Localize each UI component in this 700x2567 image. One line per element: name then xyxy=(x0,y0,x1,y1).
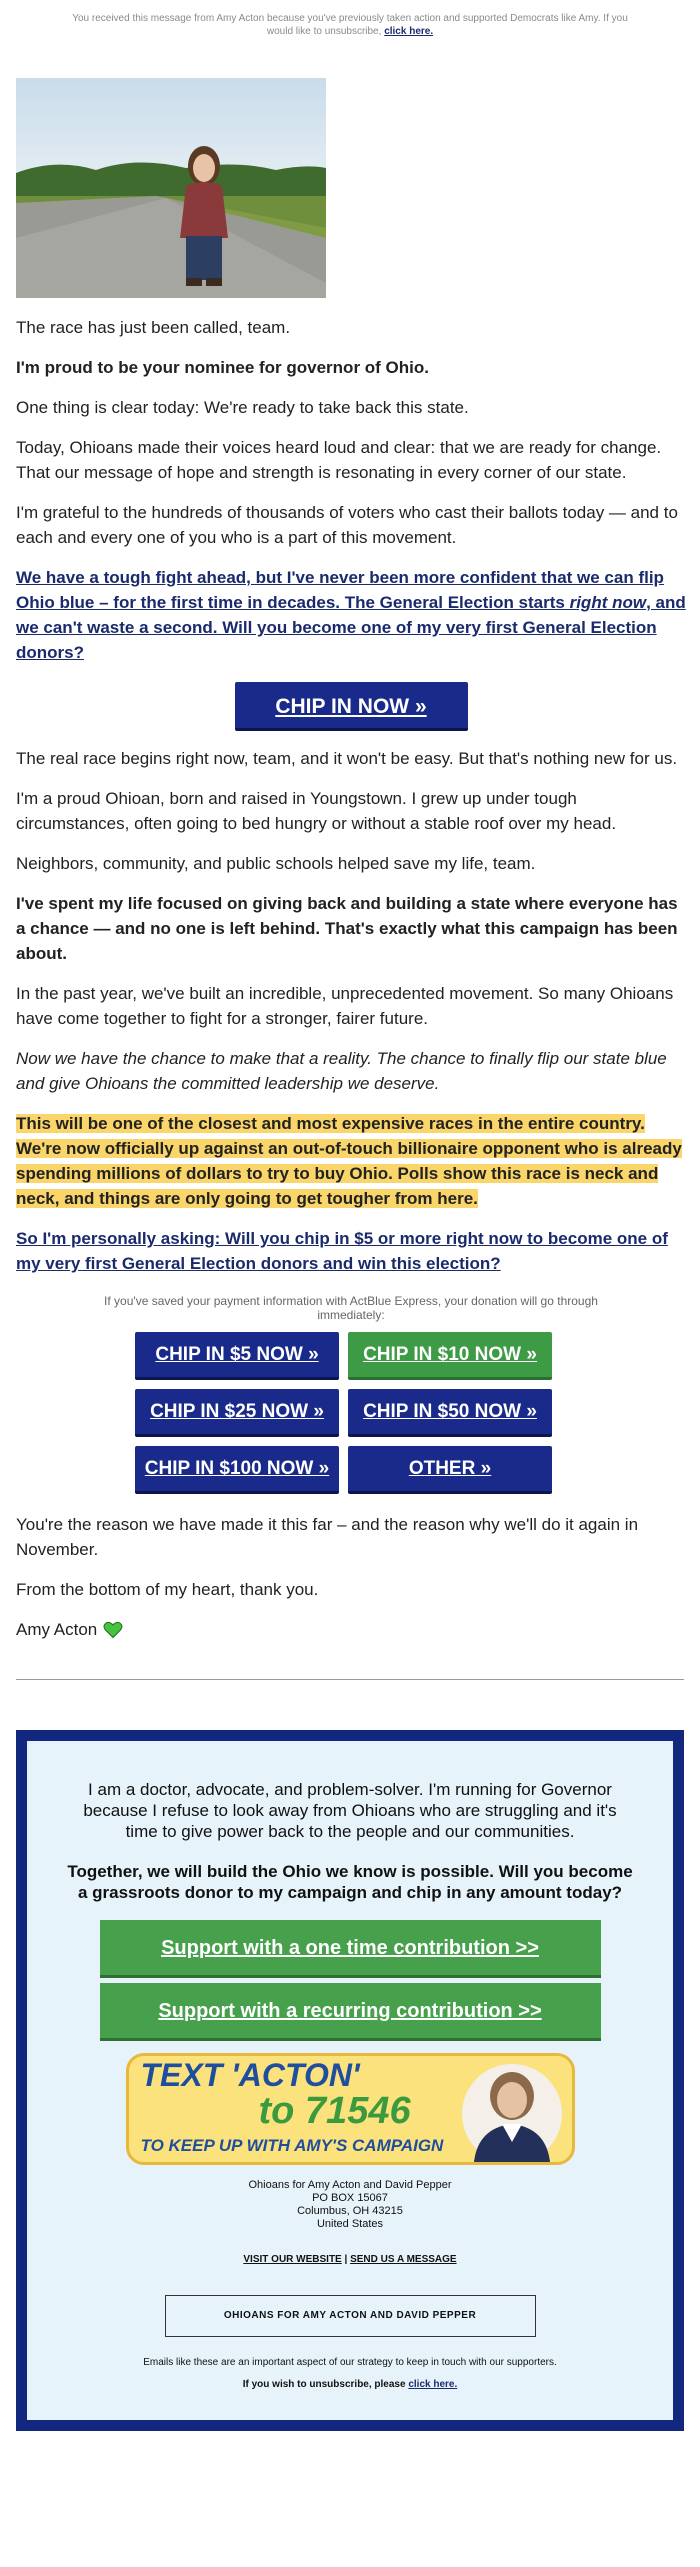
banner-short-code: to 71546 xyxy=(258,2090,411,2132)
banner-tagline: TO KEEP UP WITH AMY'S CAMPAIGN xyxy=(140,2136,444,2155)
paragraph: You're the reason we have made it this far – and the reason why we'll do it again in November. xyxy=(16,1515,639,1559)
chip-in-5-button[interactable]: CHIP IN $5 NOW » xyxy=(135,1332,339,1380)
address-line: PO BOX 15067 xyxy=(312,2192,388,2204)
paragraph-highlighted xyxy=(16,1111,686,1211)
preheader xyxy=(0,0,700,78)
paragraph: From the bottom of my heart, thank you. xyxy=(16,1580,319,1599)
hero-photo-illustration xyxy=(16,78,326,298)
green-heart-icon xyxy=(103,1620,123,1640)
recurring-contribution-button[interactable]: Support with a recurring contribution >> xyxy=(100,1983,601,2041)
paragraph: Neighbors, community, and public schools helped save my life, team. xyxy=(16,854,536,873)
paragraph: Today, Ohioans made their voices heard loud and clear: that we are ready for change. That our message of hope and strength is resonating in every corner of our state. xyxy=(16,438,662,482)
highlight-text: This will be one of the closest and most expensive races in the entire country. We're now officially up against an out-of-touch billionaire opponent who is already spending millions of dollars to try to buy Ohio. Polls show this race is neck and neck, and things are only going to get tougher from here. xyxy=(16,1114,682,1208)
chip-in-10-button[interactable]: CHIP IN $10 NOW » xyxy=(348,1332,552,1380)
paragraph-bold: I've spent my life focused on giving back and building a state where everyone has a chance — and no one is left behind. That's exactly what this campaign has been about. xyxy=(16,894,678,963)
footer-ask: Together, we will build the Ohio we know is possible. Will you become a grassroots donor to my campaign and chip in any amount today? xyxy=(67,1862,633,1902)
footer-intro: I am a doctor, advocate, and problem-solver. I'm running for Governor because I refuse to look away from Ohioans who are struggling and it's time to give power back to the people and our communities. xyxy=(83,1780,617,1841)
paragraph: I'm grateful to the hundreds of thousands of voters who cast their ballots today — and to each and every one of you who is a part of this movement. xyxy=(16,503,678,547)
send-message-link[interactable]: SEND US A MESSAGE xyxy=(350,2254,457,2265)
unsubscribe-link[interactable]: click here. xyxy=(408,2379,458,2390)
link-text: We have a tough fight ahead, but I've never been more confident that we can flip Ohio blue – for the first time in decades. The General Election starts xyxy=(16,568,664,612)
donate-button-grid xyxy=(135,1332,567,1494)
chip-in-other-button[interactable]: OTHER » xyxy=(348,1446,552,1494)
chip-in-now-button[interactable]: CHIP IN NOW » xyxy=(235,682,468,731)
emails-note: Emails like these are an important aspect of our strategy to keep in touch with our supporters. xyxy=(143,2357,557,2368)
chip-in-50-button[interactable]: CHIP IN $50 NOW » xyxy=(348,1389,552,1437)
paid-for-by-box: OHIOANS FOR AMY ACTON AND DAVID PEPPER xyxy=(165,2295,536,2337)
paragraph-nominee: I'm proud to be your nominee for governor of Ohio. xyxy=(16,358,429,377)
footer-box xyxy=(16,1730,684,2431)
unsubscribe-text: If you wish to unsubscribe, please xyxy=(242,2379,409,2390)
email-body xyxy=(0,315,700,1642)
hero-image[interactable] xyxy=(16,78,326,298)
footer-links xyxy=(67,2254,633,2265)
donate-ask-link[interactable]: So I'm personally asking: Will you chip in $5 or more right now to become one of my very first General Election donors and win this election? xyxy=(16,1229,668,1273)
one-time-contribution-button[interactable]: Support with a one time contribution >> xyxy=(100,1920,601,1978)
signature-name: Amy Acton xyxy=(16,1620,98,1639)
paragraph: In the past year, we've built an incredible, unprecedented movement. So many Ohioans have come together to fight for a stronger, fairer future. xyxy=(16,984,674,1028)
paragraph-italic: Now we have the chance to make that a reality. The chance to finally flip our state blue and give Ohioans the committed leadership we deserve. xyxy=(16,1049,667,1093)
paragraph: The real race begins right now, team, and it won't be easy. But that's nothing new for us. xyxy=(16,749,678,768)
address-line: Columbus, OH 43215 xyxy=(297,2205,403,2217)
chip-in-25-button[interactable]: CHIP IN $25 NOW » xyxy=(135,1389,339,1437)
address-line: Ohioans for Amy Acton and David Pepper xyxy=(248,2179,452,2191)
paragraph: The race has just been called, team. xyxy=(16,318,291,337)
banner-text-acton: TEXT 'ACTON' xyxy=(140,2057,360,2093)
mailing-address xyxy=(67,2179,633,2231)
signature xyxy=(16,1617,686,1642)
visit-website-link[interactable]: VISIT OUR WEBSITE xyxy=(243,2254,342,2265)
preheader-text: You received this message from Amy Acton because you've previously taken action and supported Democrats like Amy. If you would like to unsubscribe, xyxy=(72,13,628,37)
link-text: , and we can't waste a second. Will you become one of my very first General Election donors? xyxy=(16,593,686,662)
unsubscribe-line xyxy=(67,2379,633,2390)
link-text-emphasis: right now xyxy=(569,593,647,612)
preheader-unsubscribe-link[interactable]: click here. xyxy=(384,26,434,37)
paragraph: One thing is clear today: We're ready to take back this state. xyxy=(16,398,469,417)
chip-in-100-button[interactable]: CHIP IN $100 NOW » xyxy=(135,1446,339,1494)
cta-main-wrap xyxy=(16,682,686,731)
link-separator: | xyxy=(341,2254,351,2265)
divider xyxy=(16,1679,684,1680)
candidate-portrait xyxy=(456,2058,568,2162)
paragraph: I'm a proud Ohioan, born and raised in Youngstown. I grew up under tough circumstances, often going to bed hungry or without a stable roof over my head. xyxy=(16,789,617,833)
donate-text-link[interactable] xyxy=(16,565,686,665)
address-line: United States xyxy=(316,2218,384,2230)
actblue-note: If you've saved your payment information with ActBlue Express, your donation will go through immediately: xyxy=(104,1294,598,1322)
text-to-join-banner[interactable] xyxy=(126,2053,575,2165)
